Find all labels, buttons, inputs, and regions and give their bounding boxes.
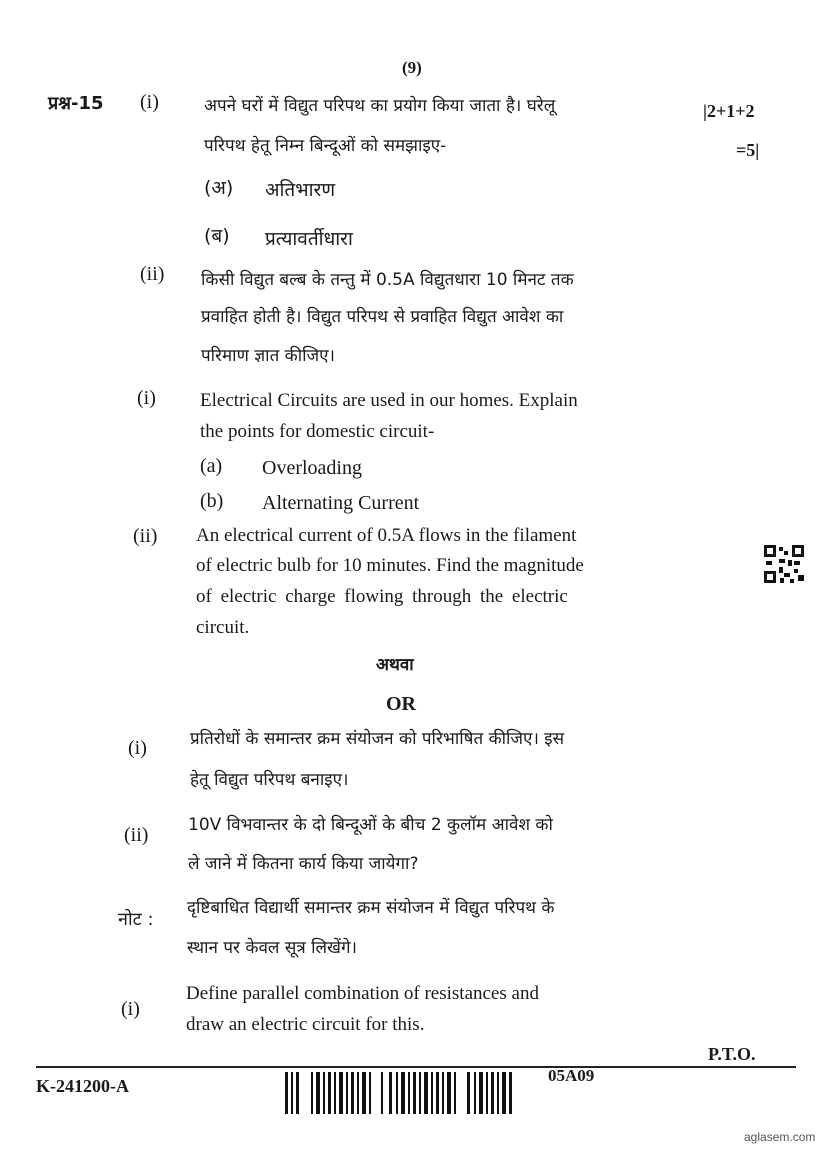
alt-english1-line2: draw an electric circuit for this. <box>186 1014 425 1035</box>
page-number: (9) <box>402 58 422 77</box>
english-part1-a-text: Overloading <box>262 457 362 479</box>
english-part1-line2: the points for domestic circuit- <box>200 421 435 442</box>
english-part2-number: (ii) <box>133 525 158 547</box>
hindi-part1-a-label: (अ) <box>204 177 234 199</box>
watermark: aglasem.com <box>744 1130 816 1144</box>
english-part1-b-label: (b) <box>200 490 224 512</box>
note-label: नोट : <box>118 909 154 930</box>
barcode-code: 05A09 <box>548 1066 595 1085</box>
english-part2-line4: circuit. <box>196 617 250 638</box>
alt-hindi1-line2: हेतू विद्युत परिपथ बनाइए। <box>190 770 349 790</box>
english-part2-line3: of electric charge flowing through the electric <box>196 586 568 607</box>
hindi-part2-line2: प्रवाहित होती है। विद्युत परिपथ से प्रवाहित विद्युत आवेश का <box>201 307 564 327</box>
hindi-part2-number: (ii) <box>140 263 165 285</box>
english-part2-line2: of electric bulb for 10 minutes. Find the magnitude <box>196 555 584 576</box>
alt-hindi2-line1: 10V विभवान्तर के दो बिन्दूओं के बीच 2 कुलॉम आवेश को <box>188 815 553 835</box>
pto-label: P.T.O. <box>708 1044 756 1064</box>
paper-code: K-241200-A <box>36 1076 129 1096</box>
hindi-part1-b-label: (ब) <box>204 225 230 247</box>
hindi-part1-line1: अपने घरों में विद्युत परिपथ का प्रयोग किया जाता है। घरेलू <box>204 96 556 116</box>
alt-hindi1-number: (i) <box>128 737 147 759</box>
hindi-part1-number: (i) <box>140 91 159 113</box>
alt-hindi2-number: (ii) <box>124 824 149 846</box>
barcode-icon <box>285 1072 515 1114</box>
marks-line2: =5| <box>736 140 760 160</box>
hindi-part1-a-text: अतिभारण <box>265 179 336 201</box>
alt-hindi1-line1: प्रतिरोधों के समान्तर क्रम संयोजन को परिभाषित कीजिए। इस <box>190 729 565 749</box>
marks-line1: |2+1+2 <box>703 101 755 121</box>
question-label: प्रश्न-15 <box>48 93 104 114</box>
alt-hindi2-line2: ले जाने में कितना कार्य किया जायेगा? <box>188 854 419 874</box>
athva-heading: अथवा <box>376 655 414 675</box>
note-line1: दृष्टिबाधित विद्यार्थी समान्तर क्रम संयोजन में विद्युत परिपथ के <box>187 898 555 918</box>
hindi-part1-b-text: प्रत्यावर्तीधारा <box>265 228 353 250</box>
english-part2-line1: An electrical current of 0.5A flows in the filament <box>196 525 577 546</box>
english-part1-b-text: Alternating Current <box>262 492 420 514</box>
english-part1-number: (i) <box>137 387 156 409</box>
or-heading: OR <box>386 693 416 715</box>
note-line2: स्थान पर केवल सूत्र लिखेंगे। <box>187 938 357 958</box>
alt-english1-line1: Define parallel combination of resistances and <box>186 983 539 1004</box>
english-part1-line1: Electrical Circuits are used in our homes. Explain <box>200 390 578 411</box>
alt-english1-number: (i) <box>121 998 140 1020</box>
hindi-part2-line1: किसी विद्युत बल्ब के तन्तु में 0.5A विद्युतधारा 10 मिनट तक <box>201 270 574 290</box>
hindi-part2-line3: परिमाण ज्ञात कीजिए। <box>201 346 335 366</box>
qr-code-icon <box>764 545 804 583</box>
footer-divider <box>36 1066 796 1068</box>
hindi-part1-line2: परिपथ हेतू निम्न बिन्दूओं को समझाइए- <box>204 136 447 156</box>
english-part1-a-label: (a) <box>200 455 223 477</box>
